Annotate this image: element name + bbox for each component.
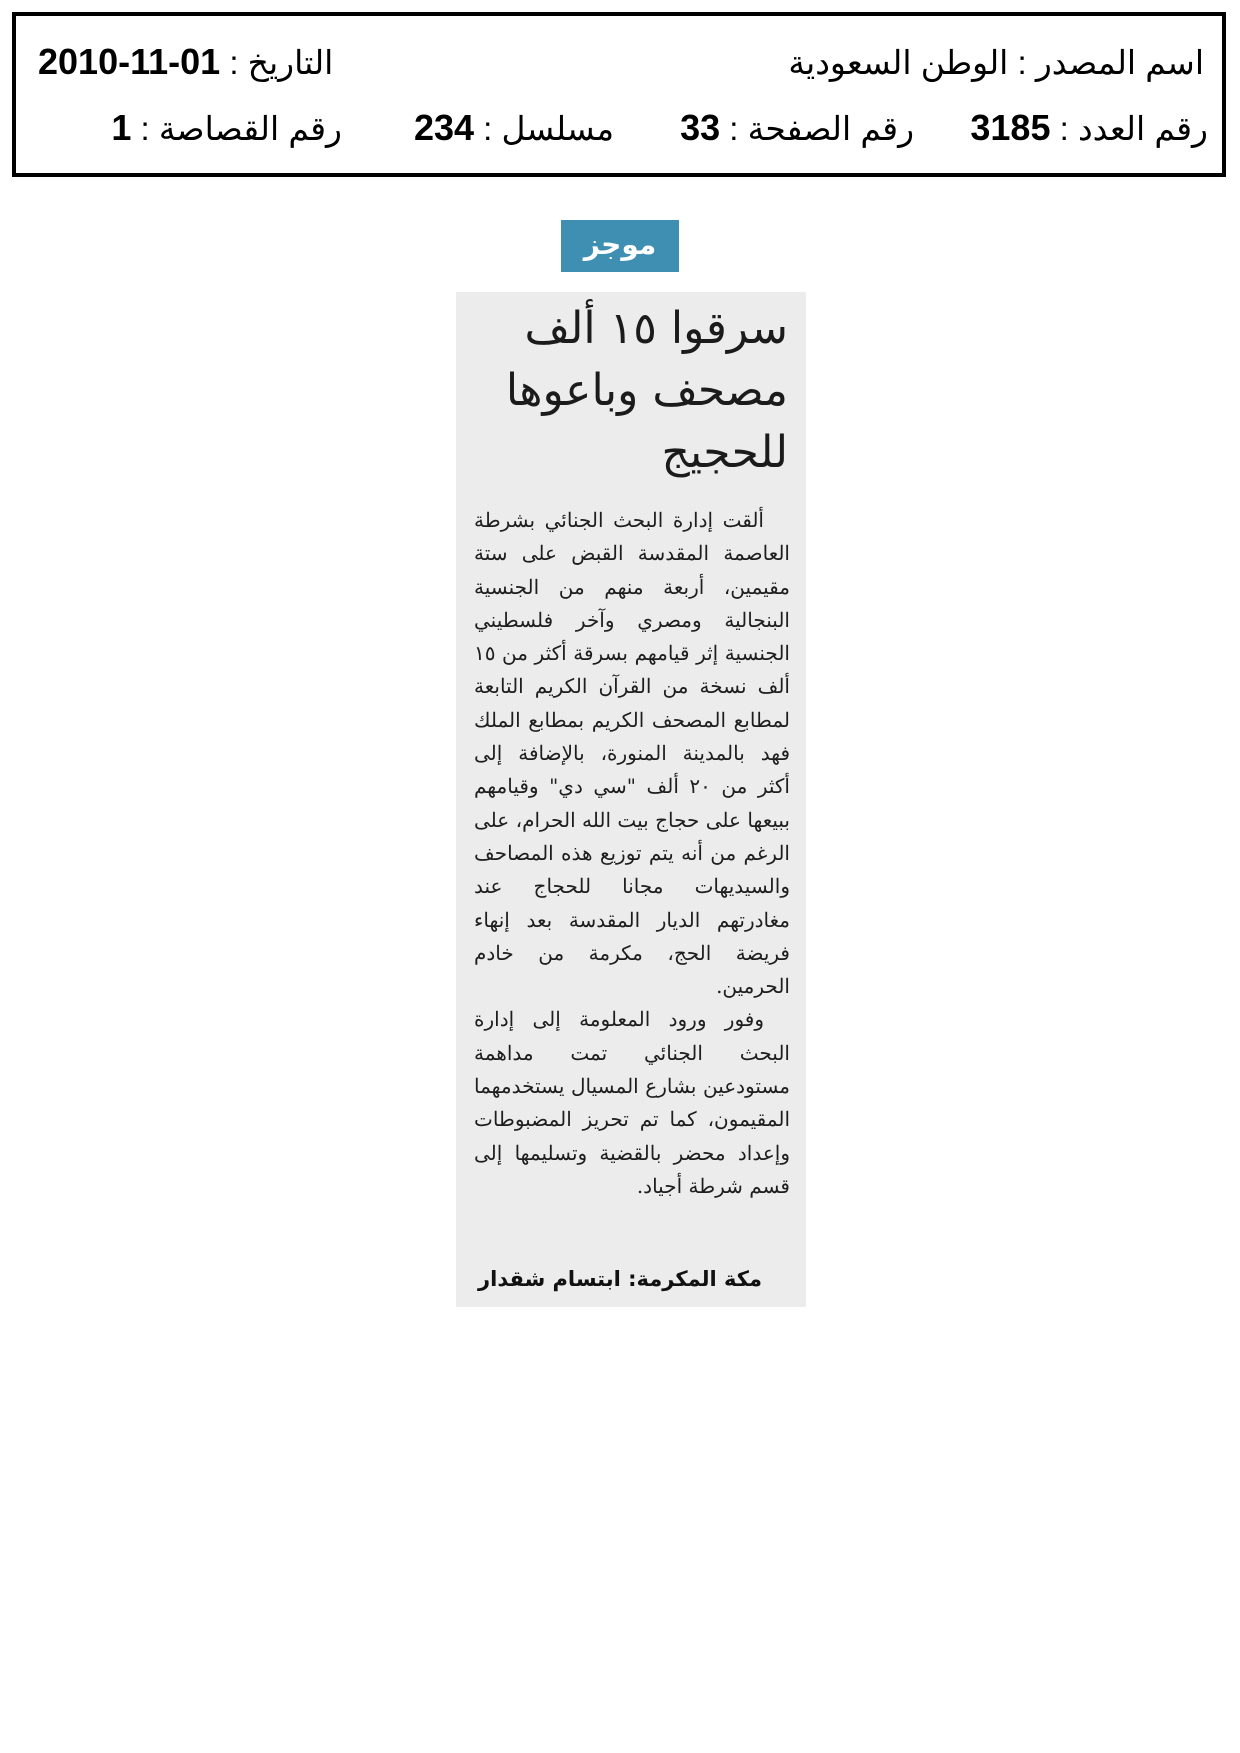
- issue-number: [970, 107, 1208, 148]
- clip-value: 1: [111, 107, 132, 148]
- serial-value: 234: [413, 107, 475, 148]
- serial-number: [413, 107, 614, 148]
- section-tag: موجز: [561, 220, 679, 272]
- headline-line: للحجيج: [661, 427, 788, 478]
- clip-number: [111, 107, 342, 148]
- headline-line: مصحف وباعوها: [505, 365, 788, 416]
- source-name: [788, 46, 1204, 79]
- issue-value: 3185: [970, 107, 1051, 148]
- issue-label: رقم العدد :: [1050, 110, 1208, 147]
- article-headline: [468, 298, 788, 484]
- article-paragraph: وفور ورود المعلومة إلى إدارة البحث الجنائي تمت مداهمة مستودعين بشارع المسيال يستخدمهما المقيمون، كما تم تحريز المضبوطات وإعداد محضر بالقضية وتسليمها إلى قسم شرطة أجياد.: [474, 1007, 790, 1198]
- article-byline: مكة المكرمة: ابتسام شقدار: [478, 1267, 762, 1291]
- publication-date: [38, 41, 334, 82]
- date-value: 2010-11-01: [38, 41, 221, 82]
- source-label: اسم المصدر : الوطن السعودية: [788, 44, 1204, 81]
- date-label: التاريخ :: [220, 44, 334, 81]
- headline-line: سرقوا ١٥ ألف: [524, 303, 788, 354]
- serial-label: مسلسل :: [474, 110, 614, 147]
- document-header: [12, 12, 1226, 177]
- page-number: [680, 107, 914, 148]
- clip-label: رقم القصاصة :: [131, 110, 342, 147]
- article-body: [474, 504, 790, 1203]
- page-value: 33: [680, 107, 721, 148]
- article-paragraph: ألقت إدارة البحث الجنائي بشرطة العاصمة المقدسة القبض على ستة مقيمين، أربعة منهم من الجنسية البنجالية ومصري وآخر فلسطيني الجنسية إثر قيامهم بسرقة أكثر من ١٥ ألف نسخة من القرآن الكريم التابعة لمطابع المصحف الكريم بمطابع الملك فهد بالمدينة المنورة، بالإضافة إلى أكثر من ٢٠ ألف "سي دي" وقيامهم ببيعها على حجاج بيت الله الحرام، على الرغم من أنه يتم توزيع هذه المصاحف والسيديهات مجانا للحجاج عند مغادرتهم الديار المقدسة بعد إنهاء فريضة الحج، مكرمة من خادم الحرمين.: [474, 508, 790, 999]
- page-label: رقم الصفحة :: [720, 110, 914, 147]
- news-clipping: [456, 292, 806, 1307]
